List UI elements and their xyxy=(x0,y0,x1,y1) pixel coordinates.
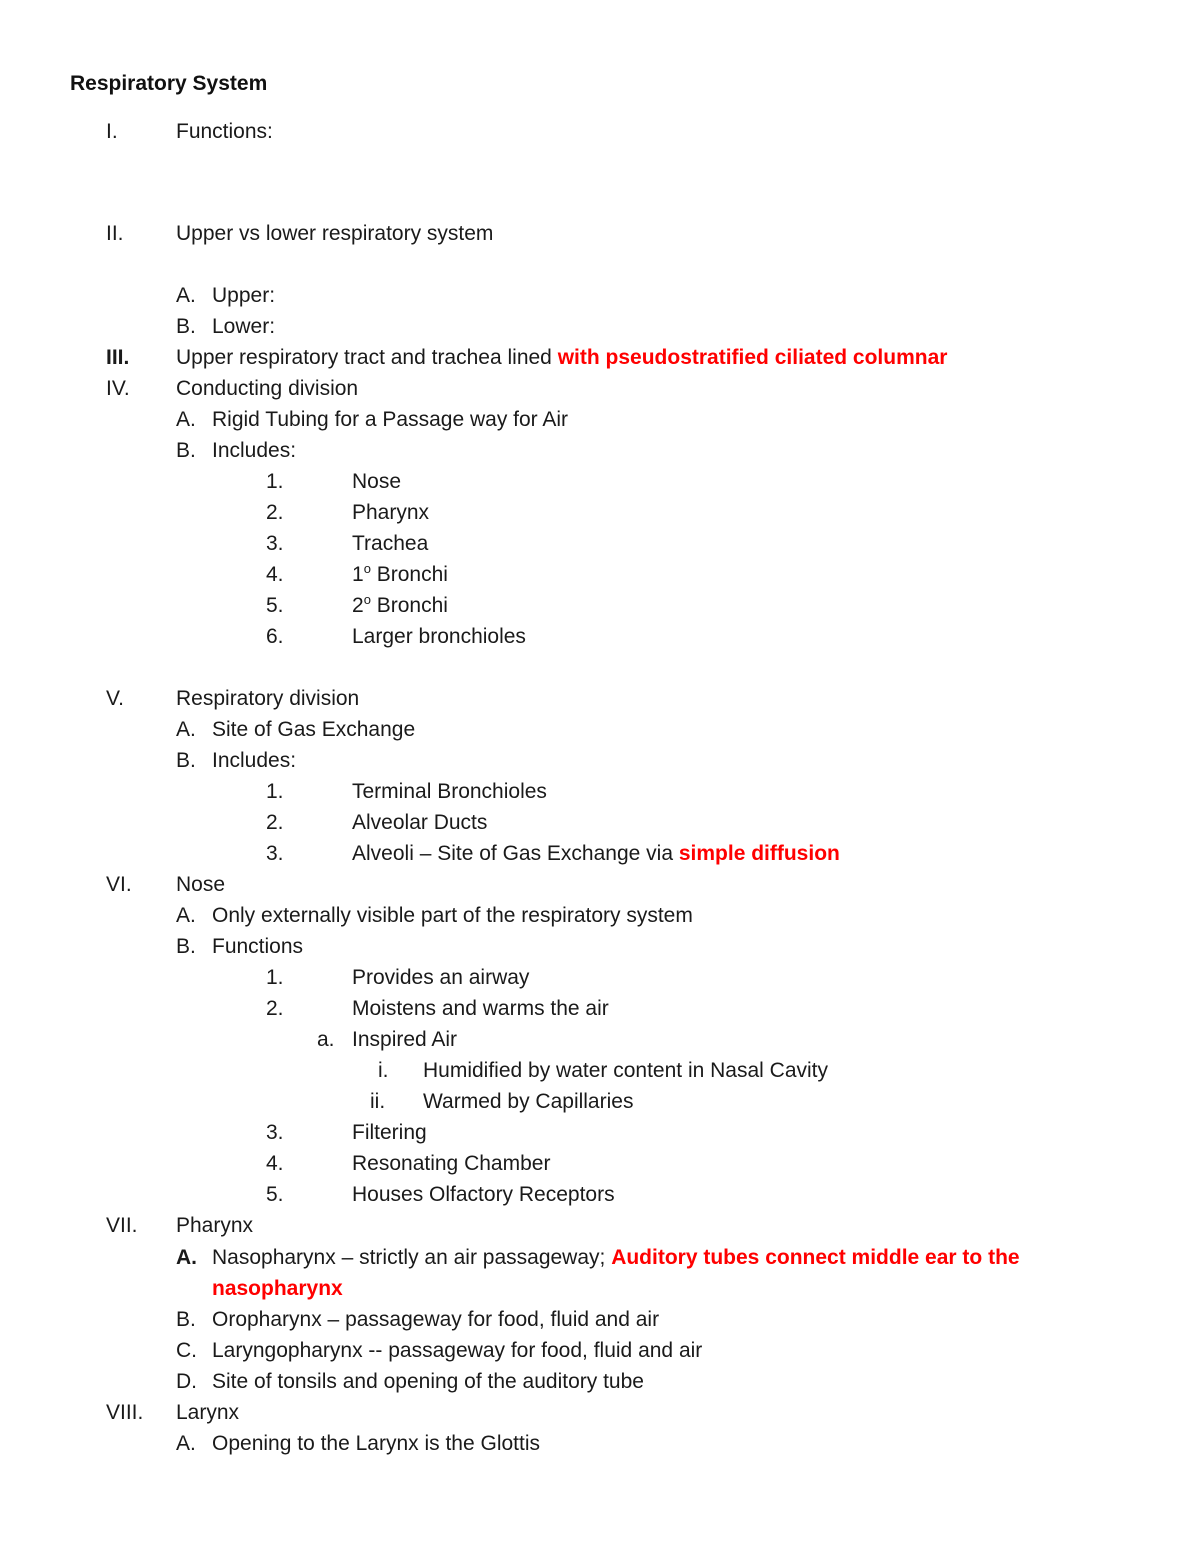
number-marker: 2. xyxy=(266,811,284,834)
sub-item-continuation xyxy=(0,1273,1200,1304)
item-text: Nasopharynx – strictly an air passageway; Auditory tubes connect middle ear to the xyxy=(212,1246,1020,1269)
roman-marker: III. xyxy=(106,346,130,369)
item-text: Functions: xyxy=(176,120,273,143)
list-item xyxy=(0,807,1200,838)
item-text: Opening to the Larynx is the Glottis xyxy=(212,1432,541,1455)
letter-marker: B. xyxy=(176,749,196,772)
letter-marker: A. xyxy=(176,1432,196,1455)
roman-marker: VI. xyxy=(106,873,132,896)
item-text: Filtering xyxy=(352,1121,427,1144)
list-item xyxy=(0,497,1200,528)
list-item xyxy=(0,993,1200,1024)
roman-marker: VIII. xyxy=(106,1401,144,1424)
sub-item xyxy=(0,900,1200,931)
item-text: Only externally visible part of the respiratory system xyxy=(212,904,693,927)
number-marker: 2. xyxy=(266,501,284,524)
list-item xyxy=(0,590,1200,621)
sub-item xyxy=(0,745,1200,776)
list-item xyxy=(0,776,1200,807)
roman-marker: II. xyxy=(106,222,124,245)
roman-marker: V. xyxy=(106,687,124,710)
item-text: Provides an airway xyxy=(352,966,530,989)
number-marker: 1. xyxy=(266,966,284,989)
sub-item xyxy=(0,1335,1200,1366)
roman-marker: i. xyxy=(378,1059,389,1082)
number-marker: 1. xyxy=(266,780,284,803)
number-marker: 6. xyxy=(266,625,284,648)
item-text: 2$^o$ Bronchi xyxy=(352,592,448,617)
item-text: Moistens and warms the air xyxy=(352,997,609,1020)
sub-item xyxy=(0,714,1200,745)
letter-marker: A. xyxy=(176,1246,197,1269)
item-text: Site of Gas Exchange xyxy=(212,718,416,741)
item-text: Inspired Air xyxy=(352,1028,458,1051)
outline-item-3 xyxy=(0,342,1200,373)
list-item xyxy=(0,528,1200,559)
letter-marker: A. xyxy=(176,718,196,741)
sub-item xyxy=(0,435,1200,466)
number-marker: 4. xyxy=(266,1152,284,1175)
item-text: 1$^o$ Bronchi xyxy=(352,561,448,586)
item-text: Houses Olfactory Receptors xyxy=(352,1183,615,1206)
roman-marker: I. xyxy=(106,120,118,143)
roman-marker: VII. xyxy=(106,1214,138,1237)
item-text: Upper vs lower respiratory system xyxy=(176,222,494,245)
item-text: Trachea xyxy=(352,532,429,555)
item-text: Pharynx xyxy=(352,501,430,524)
document-title: Respiratory System xyxy=(70,72,268,95)
sub-item xyxy=(0,1242,1200,1273)
item-text: Rigid Tubing for a Passage way for Air xyxy=(212,408,569,431)
sub-item xyxy=(0,1428,1200,1459)
item-text: Terminal Bronchioles xyxy=(352,780,547,803)
sub-item xyxy=(0,1366,1200,1397)
highlighted-text: nasopharynx xyxy=(212,1277,343,1300)
number-marker: 4. xyxy=(266,563,284,586)
letter-marker: A. xyxy=(176,408,196,431)
item-text: Larger bronchioles xyxy=(352,625,526,648)
list-item xyxy=(0,466,1200,497)
item-text: Warmed by Capillaries xyxy=(423,1090,634,1113)
list-item xyxy=(0,1179,1200,1210)
sub-item xyxy=(0,311,1200,342)
item-text: Upper respiratory tract and trachea lined with pseudostratified ciliated columnar xyxy=(176,346,948,369)
item-text: Laryngopharynx -- passageway for food, fluid and air xyxy=(212,1339,703,1362)
outline-item-4 xyxy=(0,373,1200,404)
number-marker: 5. xyxy=(266,1183,284,1206)
letter-marker: B. xyxy=(176,935,196,958)
item-text: Larynx xyxy=(176,1401,240,1424)
sub-item xyxy=(0,1304,1200,1335)
item-text: Alveoli – Site of Gas Exchange via simple diffusion xyxy=(352,842,840,865)
list-item xyxy=(0,1086,1200,1117)
letter-marker: B. xyxy=(176,439,196,462)
item-text: Oropharynx – passageway for food, fluid and air xyxy=(212,1308,660,1331)
number-marker: 5. xyxy=(266,594,284,617)
item-text: Resonating Chamber xyxy=(352,1152,551,1175)
outline-item-1 xyxy=(0,116,1200,147)
sub-item xyxy=(0,404,1200,435)
letter-marker: B. xyxy=(176,315,196,338)
list-item xyxy=(0,838,1200,869)
item-text: Humidified by water content in Nasal Cavity xyxy=(423,1059,829,1082)
number-marker: 2. xyxy=(266,997,284,1020)
number-marker: 3. xyxy=(266,532,284,555)
number-marker: 1. xyxy=(266,470,284,493)
item-text: Nose xyxy=(352,470,402,493)
highlighted-text: simple diffusion xyxy=(678,842,840,865)
item-text: Functions xyxy=(212,935,304,958)
item-text: Alveolar Ducts xyxy=(352,811,488,834)
item-text: Includes: xyxy=(212,439,297,462)
outline-item-6 xyxy=(0,869,1200,900)
sub-item xyxy=(0,931,1200,962)
list-item xyxy=(0,1024,1200,1055)
item-text: Upper: xyxy=(212,284,276,307)
letter-marker: A. xyxy=(176,904,196,927)
list-item xyxy=(0,962,1200,993)
sub-item xyxy=(0,280,1200,311)
item-text: Lower: xyxy=(212,315,276,338)
list-item xyxy=(0,1117,1200,1148)
item-text: Conducting division xyxy=(176,377,359,400)
list-item xyxy=(0,559,1200,590)
highlighted-text: Auditory tubes connect middle ear to the xyxy=(611,1246,1020,1269)
letter-marker: A. xyxy=(176,284,196,307)
letter-marker: D. xyxy=(176,1370,197,1393)
item-text: Site of tonsils and opening of the auditory tube xyxy=(212,1370,644,1393)
roman-marker: IV. xyxy=(106,377,130,400)
item-text: Includes: xyxy=(212,749,297,772)
list-item xyxy=(0,1148,1200,1179)
outline-item-8 xyxy=(0,1397,1200,1428)
item-text: Nose xyxy=(176,873,226,896)
outline-item-5 xyxy=(0,683,1200,714)
outline-item-2 xyxy=(0,218,1200,249)
letter-marker: a. xyxy=(317,1028,335,1051)
roman-marker: ii. xyxy=(370,1090,386,1113)
list-item xyxy=(0,1055,1200,1086)
letter-marker: B. xyxy=(176,1308,196,1331)
letter-marker: C. xyxy=(176,1339,197,1362)
item-text: Pharynx xyxy=(176,1214,254,1237)
number-marker: 3. xyxy=(266,842,284,865)
number-marker: 3. xyxy=(266,1121,284,1144)
highlighted-text: with pseudostratified ciliated columnar xyxy=(557,346,948,369)
item-text: Respiratory division xyxy=(176,687,360,710)
list-item xyxy=(0,621,1200,652)
outline-item-7 xyxy=(0,1210,1200,1241)
